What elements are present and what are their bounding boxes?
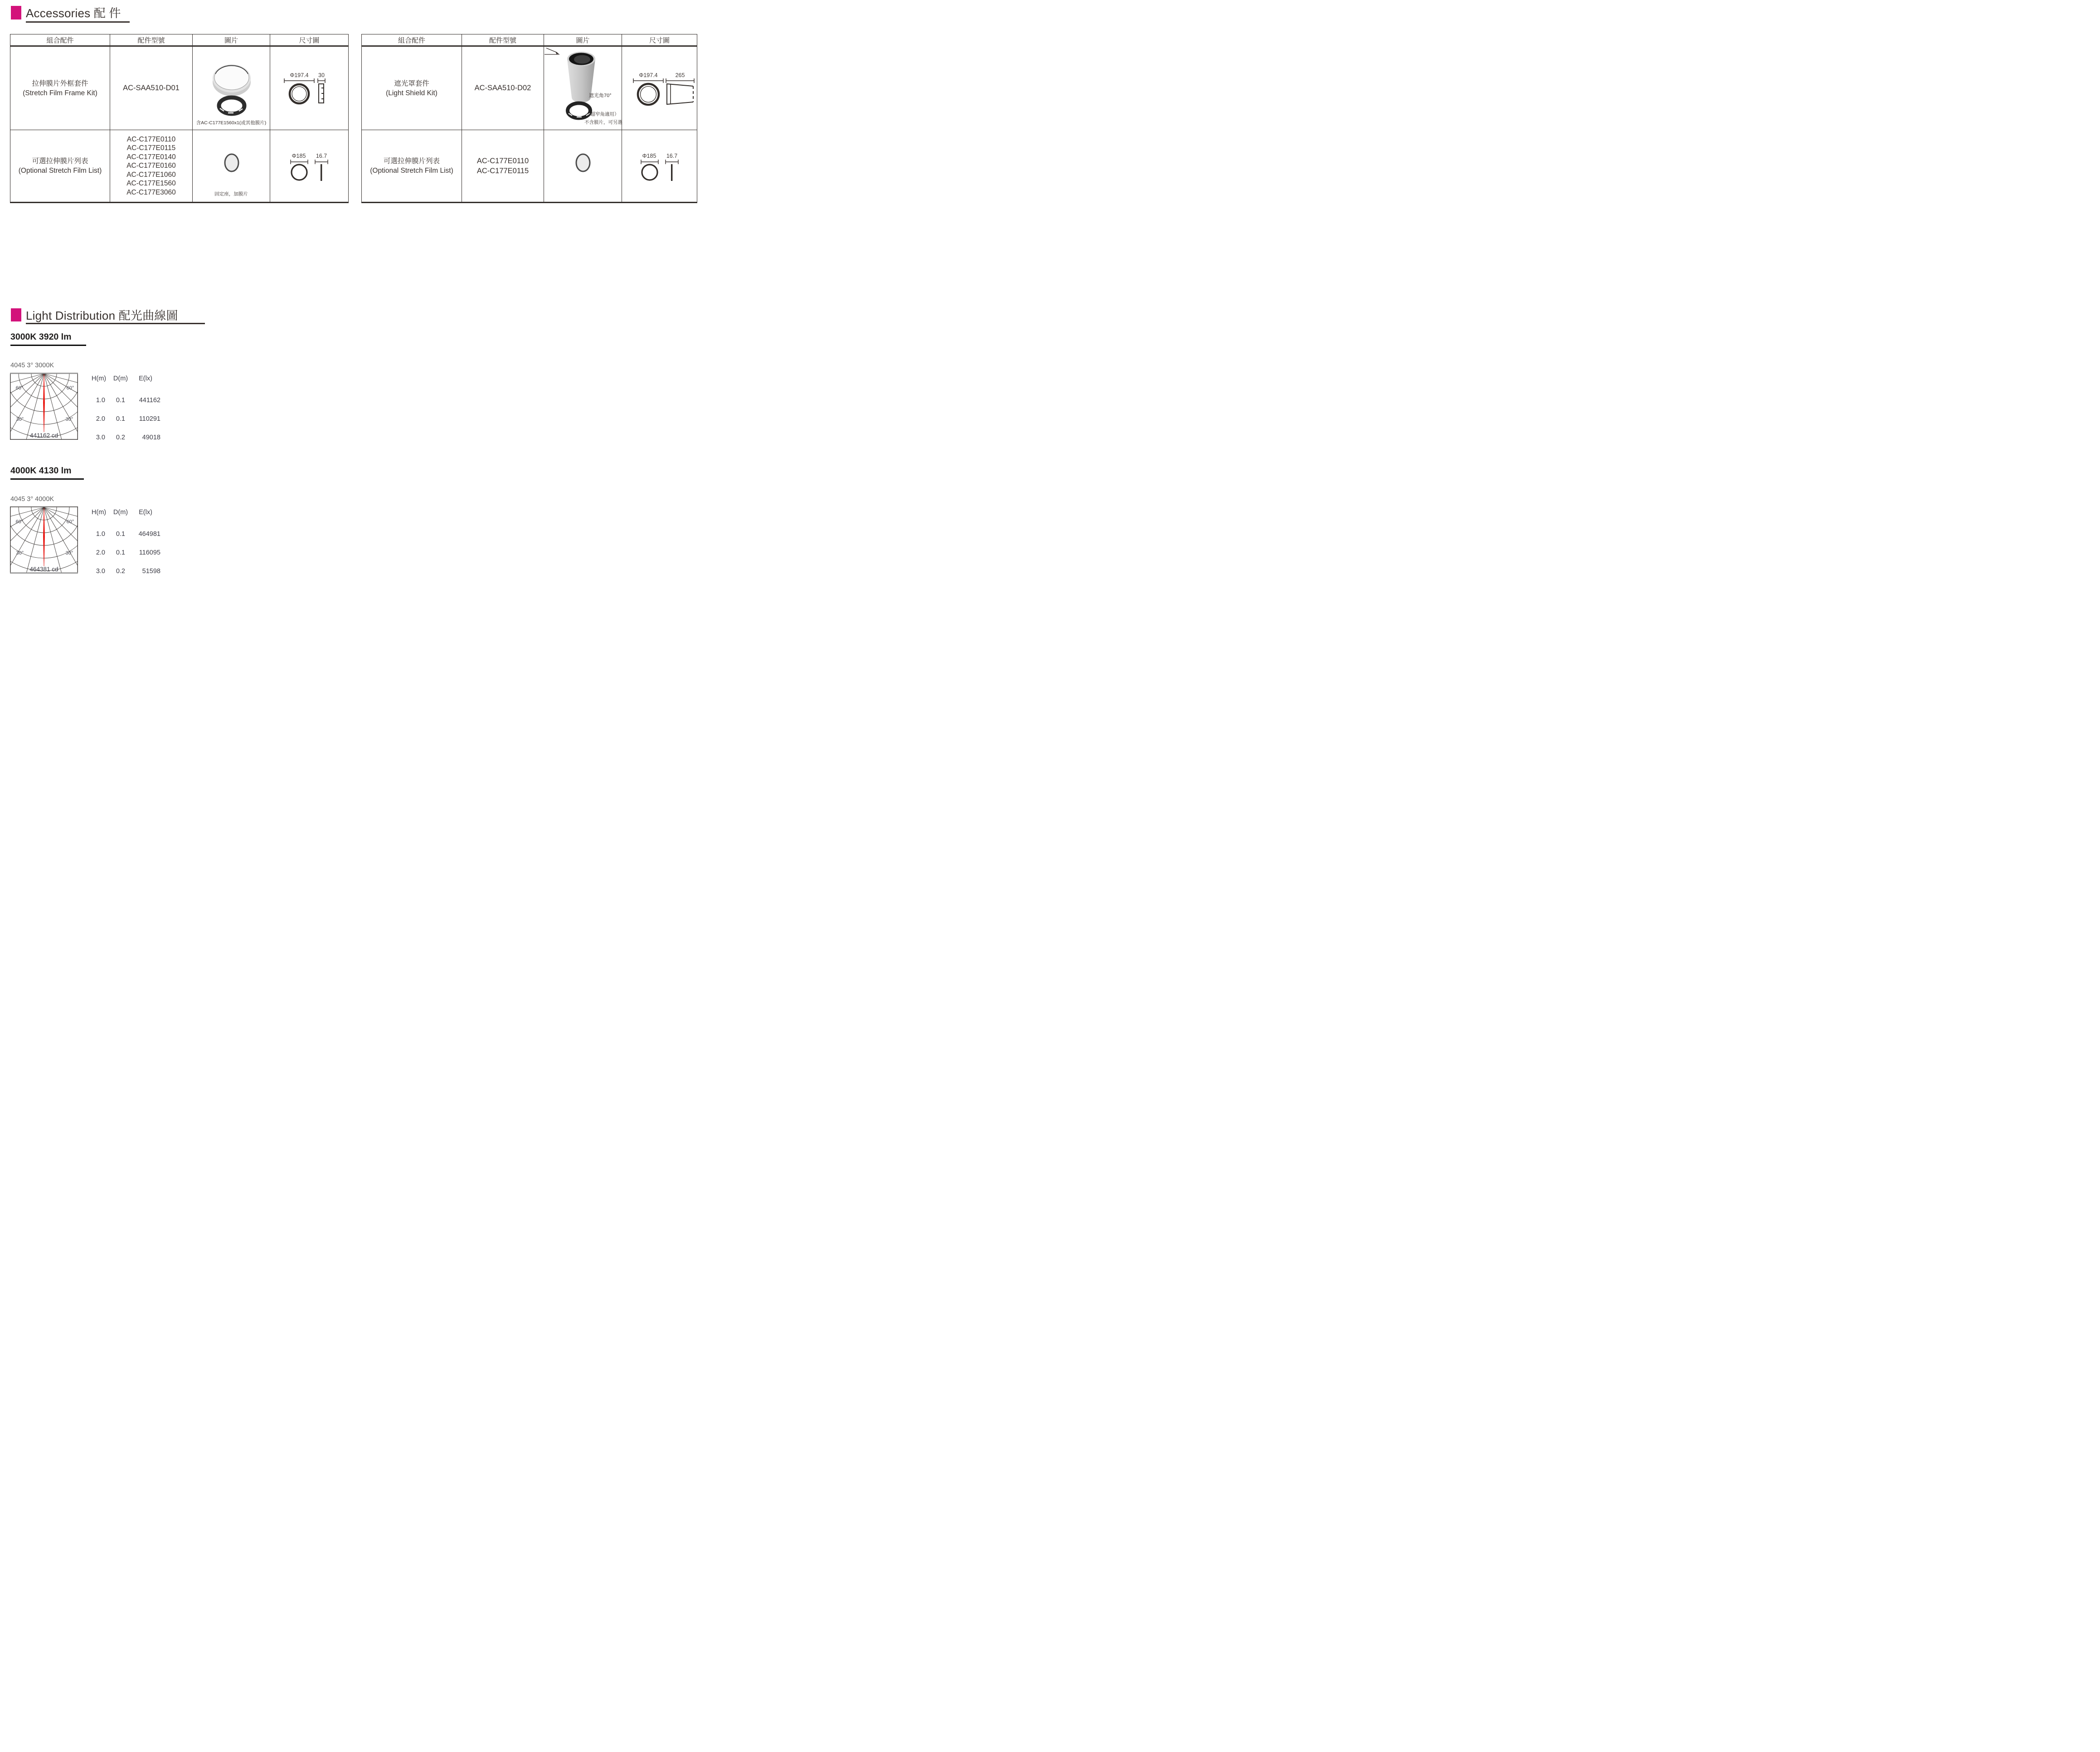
cct-title-underline bbox=[10, 345, 86, 346]
accessory-model-list bbox=[462, 130, 544, 203]
hde-header-h: H(m) bbox=[91, 509, 107, 516]
stretch-film-illustration bbox=[544, 130, 622, 203]
accessory-name-en: (Stretch Film Frame Kit) bbox=[23, 89, 97, 97]
peak-intensity-label: 464381 cd bbox=[29, 566, 58, 573]
col-header-image: 圖片 bbox=[544, 34, 622, 46]
light-shield-illustration bbox=[544, 47, 622, 131]
accessory-model: AC-SAA510-D02 bbox=[462, 46, 544, 130]
polar-distribution-chart-3000k bbox=[10, 373, 78, 440]
polar-distribution-chart-4000k bbox=[10, 506, 78, 574]
hde-header-d: D(m) bbox=[113, 509, 128, 516]
accessory-image-cell bbox=[193, 130, 270, 203]
accessory-image-cell bbox=[193, 46, 270, 130]
dimension-diagram bbox=[270, 47, 349, 131]
accessory-name-zh: 遮光罩套件 bbox=[394, 79, 429, 88]
hde-header-e: E(lx) bbox=[139, 375, 152, 382]
model-number: AC-C177E3060 bbox=[126, 188, 176, 196]
accessory-name bbox=[362, 130, 462, 203]
film-front-view bbox=[642, 165, 657, 180]
angle-label-30-left: 30° bbox=[16, 550, 24, 556]
angle-label-30-right: 30° bbox=[65, 550, 73, 556]
angle-label-30-right: 30° bbox=[65, 417, 73, 422]
cct-title-underline bbox=[10, 478, 84, 480]
dimension-diagram-cell bbox=[270, 46, 349, 130]
col-header-image: 圖片 bbox=[193, 34, 270, 46]
illuminance-table bbox=[90, 509, 167, 584]
model-number: AC-C177E0140 bbox=[126, 153, 176, 161]
table-header-row bbox=[10, 34, 349, 46]
film-side-view bbox=[671, 164, 672, 181]
accessory-name-en: (Optional Stretch Film List) bbox=[370, 167, 453, 175]
accessory-name-zh: 可選拉伸膜片列表 bbox=[32, 157, 88, 165]
shading-angle-note: 遮光角70° bbox=[589, 93, 612, 98]
illuminance-row: 3.0 0.2 51598 bbox=[96, 568, 160, 575]
dimension-diagram bbox=[270, 130, 349, 203]
svg-text:16.7: 16.7 bbox=[316, 153, 327, 159]
accessory-name-en: (Optional Stretch Film List) bbox=[18, 167, 102, 175]
table-row bbox=[362, 46, 697, 130]
section-marker-icon bbox=[11, 308, 21, 321]
illuminance-row: 1.0 0.1 441162 bbox=[96, 397, 160, 404]
cct-title: 4000K 4130 lm bbox=[10, 466, 72, 476]
accessories-table-right bbox=[361, 34, 697, 203]
angle-label-60-left: 60° bbox=[15, 519, 24, 525]
accessory-name bbox=[10, 130, 110, 203]
model-number: AC-C177E0115 bbox=[476, 167, 529, 175]
accessory-model-list bbox=[110, 130, 193, 203]
cct-title: 3000K 3920 lm bbox=[10, 332, 72, 342]
ring-icon bbox=[219, 97, 244, 114]
dimension-diagram-cell bbox=[622, 46, 697, 130]
shield-front-view bbox=[638, 84, 659, 105]
accessory-image-cell bbox=[544, 46, 622, 130]
accessory-name-zh: 可選拉伸膜片列表 bbox=[383, 157, 440, 165]
svg-text:16.7: 16.7 bbox=[666, 153, 678, 159]
dimension-diagram bbox=[622, 47, 697, 131]
hde-header-e: E(lx) bbox=[139, 509, 152, 516]
section-title-underline bbox=[26, 21, 130, 23]
model-number: AC-C177E1560 bbox=[126, 180, 176, 188]
model-number: AC-C177E0110 bbox=[476, 157, 529, 165]
section-marker-icon bbox=[11, 6, 21, 19]
accessory-name-en: (Light Shield Kit) bbox=[386, 89, 438, 97]
table-row bbox=[10, 46, 349, 130]
illuminance-row: 1.0 0.1 464981 bbox=[96, 530, 160, 538]
peak-intensity-label: 441162 cd bbox=[29, 432, 58, 439]
film-not-included-note: 不含膜片，可另選 bbox=[584, 120, 622, 125]
dimension-diagram-cell bbox=[622, 130, 697, 203]
illuminance-row: 2.0 0.1 116095 bbox=[96, 549, 160, 556]
col-header-dimension: 尺寸圖 bbox=[622, 34, 697, 46]
table-row bbox=[10, 130, 349, 203]
light-distribution-section-title: Light Distribution 配光曲線圖 bbox=[26, 309, 178, 322]
film-disc-icon bbox=[225, 154, 238, 171]
col-header-model: 配件型號 bbox=[110, 34, 193, 46]
model-number: AC-C177E1060 bbox=[126, 170, 176, 179]
film-front-view bbox=[292, 165, 307, 180]
ring-front-view bbox=[290, 84, 309, 103]
angle-label-60-right: 60° bbox=[66, 519, 74, 525]
svg-text:30: 30 bbox=[318, 72, 325, 78]
col-header-model: 配件型號 bbox=[462, 34, 544, 46]
illuminance-table bbox=[90, 375, 167, 450]
table-header-row bbox=[362, 34, 697, 46]
film-disc-icon bbox=[576, 154, 590, 171]
angle-glyph-icon bbox=[544, 47, 561, 57]
accessory-name bbox=[362, 46, 462, 130]
model-number: AC-C177E0160 bbox=[126, 162, 176, 170]
section-title-underline bbox=[26, 323, 205, 324]
svg-text:Φ185: Φ185 bbox=[292, 153, 306, 159]
chart-label: 4045 3° 3000K bbox=[10, 362, 54, 369]
angle-label-60-left: 60° bbox=[15, 385, 24, 391]
illuminance-row: 2.0 0.1 110291 bbox=[96, 415, 160, 423]
image-note: 含AC-C177E1560x1(或其他膜片) bbox=[196, 120, 267, 126]
accessories-section-title: Accessories 配 件 bbox=[26, 6, 121, 20]
stretch-film-frame-illustration bbox=[193, 47, 270, 131]
hde-header-d: D(m) bbox=[113, 375, 128, 382]
col-header-dimension: 尺寸圖 bbox=[270, 34, 349, 46]
angle-label-60-right: 60° bbox=[66, 385, 74, 391]
accessory-model: AC-SAA510-D01 bbox=[110, 46, 193, 130]
svg-text:Φ197.4: Φ197.4 bbox=[290, 72, 309, 78]
catalog-page bbox=[0, 0, 700, 584]
accessory-image-cell bbox=[544, 130, 622, 203]
accessory-name bbox=[10, 46, 110, 130]
model-number: AC-C177E0110 bbox=[126, 135, 176, 143]
chart-label: 4045 3° 4000K bbox=[10, 496, 54, 503]
ultra-narrow-note: （超窄角適用） bbox=[586, 112, 619, 117]
image-note: 固定座，加膜片 bbox=[214, 191, 248, 197]
svg-text:Φ185: Φ185 bbox=[642, 153, 656, 159]
svg-text:Φ197.4: Φ197.4 bbox=[639, 72, 658, 78]
accessory-name-zh: 拉伸膜片外框套件 bbox=[32, 79, 88, 88]
model-number: AC-C177E0115 bbox=[126, 144, 176, 152]
col-header-kit: 組合配件 bbox=[362, 34, 462, 46]
col-header-kit: 組合配件 bbox=[10, 34, 110, 46]
dimension-diagram bbox=[622, 130, 697, 203]
hde-header-h: H(m) bbox=[91, 375, 107, 382]
accessories-table-left bbox=[10, 34, 349, 203]
angle-label-30-left: 30° bbox=[16, 417, 24, 422]
illuminance-row: 3.0 0.2 49018 bbox=[96, 434, 160, 441]
film-side-view bbox=[321, 164, 322, 181]
dimension-diagram-cell bbox=[270, 130, 349, 203]
table-row bbox=[362, 130, 697, 203]
svg-text:265: 265 bbox=[675, 72, 685, 78]
